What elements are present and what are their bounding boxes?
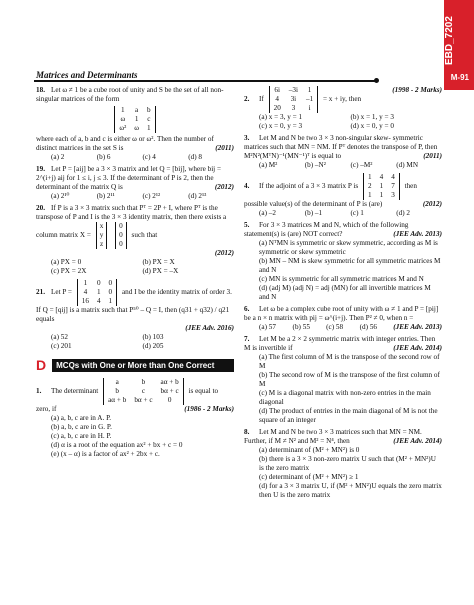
options: (a) a, b, c are in A. P. (b) a, b, c are in G. P. (c) a, b, c are in H. P. (d) α is a root of the equation ax² + bx + c = 0 (e) (x – α) is a factor of ax² + 2bx + c. <box>51 414 183 458</box>
chapter-title: Matrices and Determinants <box>36 70 138 80</box>
matrix: 1 a b ω 1 c ω² ω 1 <box>114 106 155 133</box>
matrix: 1 0 0 4 1 0 16 4 1 <box>77 279 117 306</box>
question-5: 5. For 3 × 3 matrices M and N, which of the following statement(s) is (are) NOT correct? (JEE Adv. 2013) (a) NᵀMN is symmetric or skew symmetric, according as M is symmetric or skew symmetric (b) MN – NM is skew symmetric for all symmetric matrices M and N (c) MN is symmetric for all symmetric matrices M and N (d) (adj M) (adj N) = adj (MN) for all invertible matrices M and N <box>244 221 442 301</box>
question-6: 6. Let ω be a complex cube root of unity with ω ≠ 1 and P = [pij] be a n × n matrix with pij = ω^(i+j). Then P² ≠ 0, when n = (JEE Adv. 2013) (a) 57 (b) 55 (c) 58 (d) 56 <box>244 305 442 331</box>
question-20: 20. If P is a 3 × 3 matrix such that Pᵀ = 2P + I, where Pᵀ is the transpose of P and I is the 3 × 3 identity matrix, then there exists a column matrix X = x y z 0 0 0 such that (2012) (a) PX = 0 (b) PX = X (c) PX = 2X (d) PX = –X <box>36 204 234 275</box>
options: (a) NᵀMN is symmetric or skew symmetric, according as M is symmetric or skew symmetric (b) MN – NM is skew symmetric for all symmetric matrices M and N (c) MN is symmetric for all symmetric matrices M and N (d) (adj M) (adj N) = adj (MN) for all invertible matrices M and N <box>259 239 441 301</box>
question-d1: 1. The determinant a b aα + b b c bα + c aα + b bα + c 0 is equal to zero, if (1986 - 2 Marks) (a) a, b, c are in A. P. (b) a, b, c are in G. P. (c) a, b, c are in H. P. (d) α is a root of the equation ax² + bx + c = 0 (e) (x – α) is a factor of ax² + 2bx + c. <box>36 378 234 458</box>
options: (a) –2 (b) –1 (c) 1 (d) 2 <box>259 209 411 217</box>
options: (a) determinant of (M² + MN²) is 0 (b) there is a 3 × 3 non-zero matrix U such that (M² + MN²)U is the zero matrix (c) determinant of (M² + MN²) ≥ 1 (d) for a 3 × 3 matrix U, if (M² + MN²)U equals the zero matrix then U is the zero matrix <box>259 446 442 499</box>
question-21: 21. Let P = 1 0 0 4 1 0 16 4 1 and I be the identity matrix of order 3. If Q = [qij] is a matrix such that P⁵⁰ – Q = I, then (q31 + q32) / q21 equals (JEE Adv. 2016) (a) 52 (b) 103 (c) 201 (d) 205 <box>36 279 234 350</box>
options: (a) PX = 0 (b) PX = X (c) PX = 2X (d) PX = –X <box>51 258 179 275</box>
options: (a) M² (b) –N² (c) –M² (d) MN <box>259 161 419 169</box>
question-7: 7. Let M be a 2 × 2 symmetric matrix with integer entries. Then M is invertible if (JEE Adv. 2014) (a) The first column of M is the transpose of the second row of M (b) The second row of M is the transpose of the first column of M (c) M is a diagonal matrix with non-zero entries in the main diagonal (d) The product of entries in the main diagonal of M is not the square of an integer <box>244 335 442 424</box>
question-4: 4. If the adjoint of a 3 × 3 matrix P is 1 4 4 2 1 7 1 1 3 then possible value(s) of the determinant of P is (are) (2012) (a) –2 (b) –1 (c) 1 (d) 2 <box>244 173 442 217</box>
options: (a) 57 (b) 55 (c) 58 (d) 56 <box>259 323 378 331</box>
options: (a) 52 (b) 103 (c) 201 (d) 205 <box>51 333 164 350</box>
question-8: 8. Let M and N be two 3 × 3 matrices such that MN = NM. Further, if M ≠ N² and M² = N⁴, then (JEE Adv. 2014) (a) determinant of (M² + MN²) is 0 (b) there is a 3 × 3 non-zero matrix U such that (M² + MN²)U is the zero matrix (c) determinant of (M² + MN²) ≥ 1 (d) for a 3 × 3 matrix U, if (M² + MN²)U equals the zero matrix then U is the zero matrix <box>244 428 442 499</box>
determinant: a b aα + b b c bα + c aα + b bα + c 0 <box>103 378 184 405</box>
left-column <box>36 86 234 462</box>
question-2: 2. If 6i –3i 1 4 3i –1 20 3 i = x + iy, then (1998 - 2 Marks) (a) x = 3, y = 1 (b) x = 1, y = 3 (c) x = 0, y = 3 (d) x = 0, y = 0 <box>244 86 442 130</box>
right-column <box>244 86 442 503</box>
question-3: 3. Let M and N be two 3 × 3 non-singular skew- symmetric matrices such that MN = NM. If Pᵀ denotes the transpose of P, then M²N²(MᵀN)⁻¹(MN⁻¹)ᵀ is equal to (2011) (a) M² (b) –N² (c) –M² (d) MN <box>244 134 442 169</box>
book-code: EBD_7202 <box>444 16 455 66</box>
options: (a) 2¹⁰ (b) 2¹¹ (c) 2¹² (d) 2¹³ <box>51 192 207 200</box>
section-heading: D MCQs with One or More than One Correct <box>36 359 234 372</box>
options: (a) x = 3, y = 1 (b) x = 1, y = 3 (c) x = 0, y = 3 (d) x = 0, y = 0 <box>259 113 394 130</box>
column-matrix: x y z <box>96 222 108 249</box>
adjoint-matrix: 1 4 4 2 1 7 1 1 3 <box>363 173 400 200</box>
header-rule <box>34 80 376 82</box>
options: (a) The first column of M is the transpose of the second row of M (b) The second row of M is the transpose of the first column of M (c) M is a diagonal matrix with non-zero entries in the main diagonal (d) The product of entries in the main diagonal of M is not the square of an integer <box>259 353 440 424</box>
determinant: 6i –3i 1 4 3i –1 20 3 i <box>269 86 319 113</box>
zero-matrix: 0 0 0 <box>115 222 127 249</box>
page-number: M-91 <box>448 71 472 84</box>
options: (a) 2 (b) 6 (c) 4 (d) 8 <box>51 153 203 161</box>
question-18: 18. Let ω ≠ 1 be a cube root of unity and S be the set of all non-singular matrices of the form 1 a b ω 1 c ω² ω 1 where each of a, b and c is either ω or ω². Then the number of distinct matrices in the set S is (2011) (a) 2 (b) 6 (c) 4 (d) 8 <box>36 86 234 161</box>
question-19: 19. Let P = [aij] be a 3 × 3 matrix and let Q = [bij], where bij = 2^(i+j) aij for 1 ≤ i, j ≤ 3. If the determinant of P is 2, then the determinant of the matrix Q is (2012) (a) 2¹⁰ (b) 2¹¹ (c) 2¹² (d) 2¹³ <box>36 165 234 200</box>
